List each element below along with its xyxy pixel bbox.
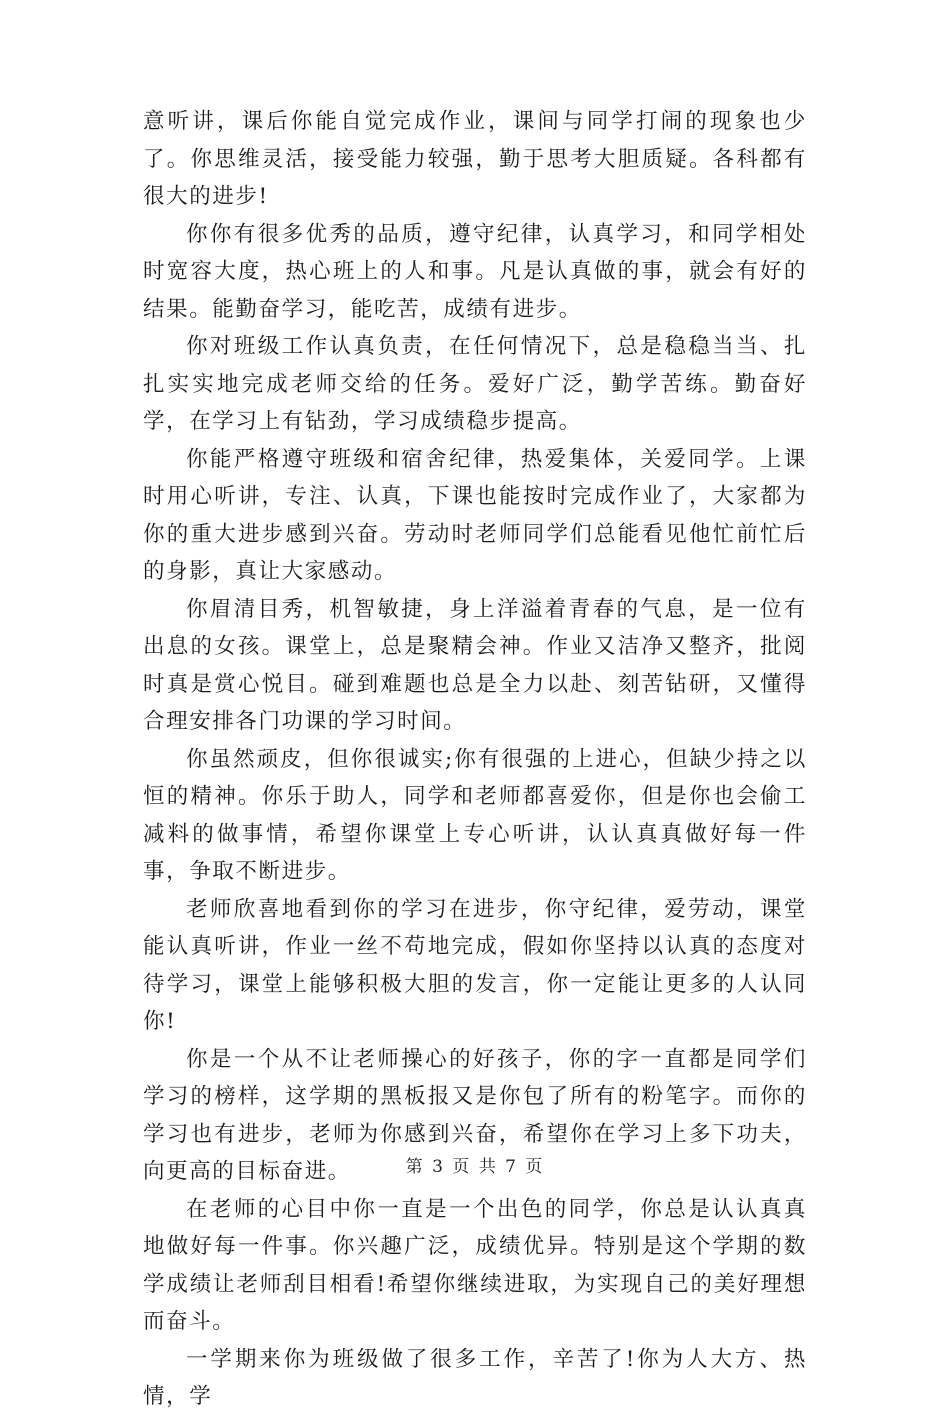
paragraph-10: 一学期来你为班级做了很多工作，辛苦了!你为人大方、热情，学	[143, 1346, 807, 1409]
paragraph-6: 你虽然顽皮，但你很诚实;你有很强的上进心，但缺少持之以恒的精神。你乐于助人，同学和老师都喜爱你，但是你也会偷工减料的做事情，希望你课堂上专心听讲，认认真真做好每一件事，争取不断进步。	[143, 746, 807, 884]
document-body	[143, 103, 807, 1416]
paragraph-1: 意听讲，课后你能自觉完成作业，课间与同学打闹的现象也少了。你思维灵活，接受能力较强，勤于思考大胆质疑。各科都有很大的进步!	[143, 109, 807, 209]
paragraph-5: 你眉清目秀，机智敏捷，身上洋溢着青春的气息，是一位有出息的女孩。课堂上，总是聚精会神。作业又洁净又整齐，批阅时真是赏心悦目。碰到难题也总是全力以赴、刻苦钻研，又懂得合理安排各门功课的学习时间。	[143, 596, 807, 734]
paragraph-3: 你对班级工作认真负责，在任何情况下，总是稳稳当当、扎扎实实地完成老师交给的任务。爱好广泛，勤学苦练。勤奋好学，在学习上有钻劲，学习成绩稳步提高。	[143, 334, 807, 434]
paragraph-9: 在老师的心目中你一直是一个出色的同学，你总是认认真真地做好每一件事。你兴趣广泛，成绩优异。特别是这个学期的数学成绩让老师刮目相看!希望你继续进取，为实现自己的美好理想而奋斗。	[143, 1196, 807, 1334]
paragraph-4: 你能严格遵守班级和宿舍纪律，热爱集体，关爱同学。上课时用心听讲，专注、认真，下课也能按时完成作业了，大家都为你的重大进步感到兴奋。劳动时老师同学们总能看见他忙前忙后的身影，真让大家感动。	[143, 446, 807, 584]
paragraph-8: 你是一个从不让老师操心的好孩子，你的字一直都是同学们学习的榜样，这学期的黑板报又是你包了所有的粉笔字。而你的学习也有进步，老师为你感到兴奋，希望你在学习上多下功夫，向更高的目标奋进。	[143, 1046, 807, 1184]
paragraph-7: 老师欣喜地看到你的学习在进步，你守纪律，爱劳动，课堂能认真听讲，作业一丝不苟地完成，假如你坚持以认真的态度对待学习，课堂上能够积极大胆的发言，你一定能让更多的人认同你!	[143, 896, 807, 1034]
paragraph-2: 你你有很多优秀的品质，遵守纪律，认真学习，和同学相处时宽容大度，热心班上的人和事。凡是认真做的事，就会有好的结果。能勤奋学习，能吃苦，成绩有进步。	[143, 221, 807, 322]
page-number-footer: 第 3 页 共 7 页	[405, 1157, 545, 1177]
